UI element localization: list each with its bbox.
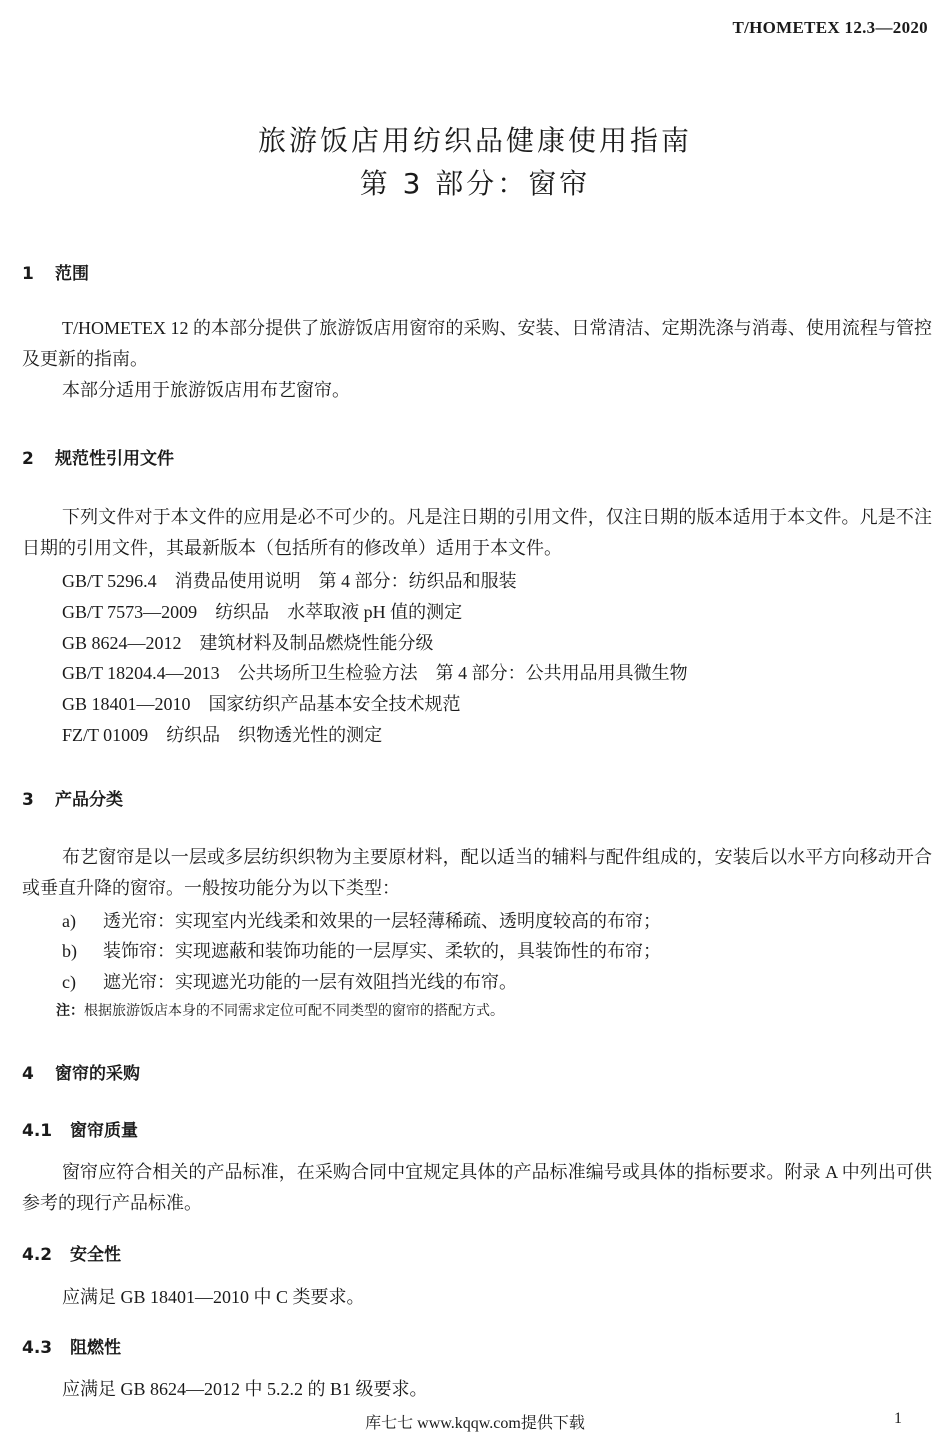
section-2-heading (22, 444, 174, 469)
reference-name: 纺织品 水萃取液 pH 值的测定 (215, 602, 463, 622)
reference-name: 纺织品 织物透光性的测定 (166, 725, 383, 745)
section-1-paragraph-1: T/HOMETEX 12 的本部分提供了旅游饭店用窗帘的采购、安装、日常清洁、定期洗涤与消毒、使用流程与管控及更新的指南。 (22, 318, 932, 369)
reference-item (62, 721, 382, 747)
reference-code: GB/T 18204.4—2013 (62, 663, 220, 683)
reference-name: 公共场所卫生检验方法 第 4 部分：公共用品用具微生物 (237, 663, 688, 683)
note-label: 注： (56, 1003, 84, 1019)
subsection-4-1-text: 窗帘应符合相关的产品标准，在采购合同中宜规定具体的产品标准编号或具体的指标要求。附录 A 中列出可供参考的现行产品标准。 (22, 1162, 932, 1213)
section-1-heading (22, 259, 89, 284)
subsection-4-2-heading (22, 1240, 121, 1265)
subsection-number: 4.1 (22, 1121, 53, 1141)
list-text: 装饰帘：实现遮蔽和装饰功能的一层厚实、柔软的，具装饰性的布帘； (103, 941, 661, 961)
section-title: 规范性引用文件 (55, 449, 174, 469)
list-marker: c) (62, 972, 76, 992)
subsection-title: 阻燃性 (70, 1338, 121, 1358)
list-marker: b) (62, 941, 77, 961)
section-number: 3 (22, 790, 34, 810)
section-number: 4 (22, 1064, 34, 1084)
reference-code: GB 18401—2010 (62, 694, 191, 714)
list-text: 遮光帘：实现遮光功能的一层有效阻挡光线的布帘。 (103, 972, 517, 992)
document-title: 旅游饭店用纺织品健康使用指南 (257, 124, 692, 157)
reference-item (62, 598, 462, 624)
section-4-heading (22, 1059, 140, 1084)
subsection-number: 4.3 (22, 1338, 53, 1358)
reference-code: GB/T 5296.4 (62, 571, 157, 591)
subsection-4-1-heading (22, 1116, 138, 1141)
reference-code: FZ/T 01009 (62, 725, 149, 745)
reference-code: GB 8624—2012 (62, 633, 182, 653)
reference-item (62, 659, 688, 685)
subsection-4-3-text: 应满足 GB 8624—2012 中 5.2.2 的 B1 级要求。 (62, 1379, 428, 1399)
list-item (62, 968, 517, 994)
reference-name: 建筑材料及制品燃烧性能分级 (199, 633, 434, 653)
subsection-4-2-text: 应满足 GB 18401—2010 中 C 类要求。 (62, 1287, 365, 1307)
subsection-number: 4.2 (22, 1245, 53, 1265)
section-title: 范围 (55, 264, 89, 284)
subsection-4-3-heading (22, 1333, 121, 1358)
section-number: 2 (22, 449, 34, 469)
list-marker: a) (62, 911, 76, 931)
page-number: 1 (894, 1410, 902, 1427)
section-3-heading (22, 785, 123, 810)
note-text: 根据旅游饭店本身的不同需求定位可配不同类型的窗帘的搭配方式。 (84, 1004, 504, 1019)
section-title: 产品分类 (55, 790, 123, 810)
reference-name: 国家纺织产品基本安全技术规范 (208, 694, 461, 714)
list-text: 透光帘：实现室内光线柔和效果的一层轻薄稀疏、透明度较高的布帘； (103, 911, 661, 931)
footer-source: 库七七 www.kqqw.com提供下载 (365, 1415, 585, 1432)
reference-name: 消费品使用说明 第 4 部分：纺织品和服装 (174, 571, 517, 591)
subsection-title: 窗帘质量 (70, 1121, 138, 1141)
section-3-intro: 布艺窗帘是以一层或多层纺织织物为主要原材料，配以适当的辅料与配件组成的，安装后以水平方向移动开合或垂直升降的窗帘。一般按功能分为以下类型： (22, 847, 932, 898)
list-item (62, 907, 661, 933)
section-number: 1 (22, 264, 34, 284)
reference-code: GB/T 7573—2009 (62, 602, 198, 622)
reference-item (62, 629, 434, 655)
section-2-intro: 下列文件对于本文件的应用是必不可少的。凡是注日期的引用文件，仅注日期的版本适用于本文件。凡是不注日期的引用文件，其最新版本（包括所有的修改单）适用于本文件。 (22, 507, 932, 558)
section-title: 窗帘的采购 (55, 1064, 140, 1084)
standard-code: T/HOMETEX 12.3—2020 (732, 18, 928, 37)
section-1-paragraph-2: 本部分适用于旅游饭店用布艺窗帘。 (62, 380, 350, 400)
subsection-title: 安全性 (70, 1245, 121, 1265)
reference-item (62, 567, 517, 593)
note (56, 1000, 504, 1020)
document-subtitle: 第 3 部分：窗帘 (359, 167, 591, 200)
reference-item (62, 690, 461, 716)
list-item (62, 937, 661, 963)
